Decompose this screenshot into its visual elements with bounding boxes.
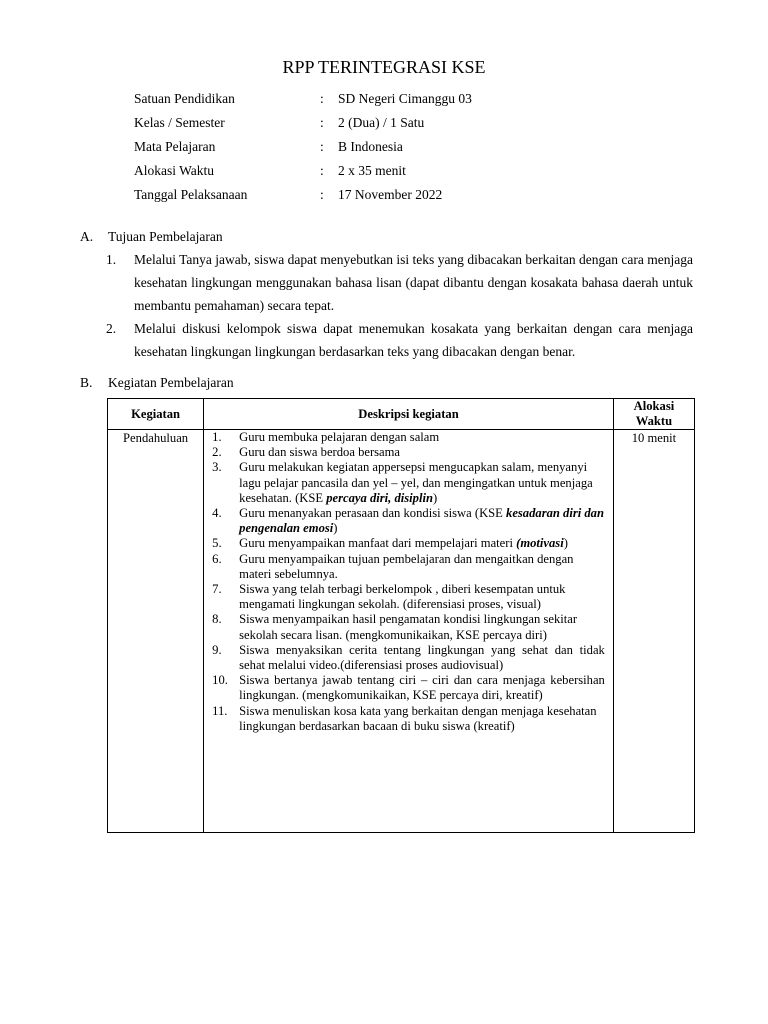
step-number: 10. [212,673,228,688]
list-number: 2. [106,321,117,336]
kegiatan-name: Pendahuluan [123,431,189,445]
header-alokasi-line1: Alokasi [633,399,675,413]
info-value: 2 x 35 menit [338,163,406,178]
section-b-heading [80,375,234,391]
identity-block [134,87,472,207]
info-colon: : [320,115,324,130]
step-text [239,673,605,703]
waktu-value: 10 menit [631,431,677,445]
kegiatan-cell [108,430,204,833]
step-text [239,445,605,460]
step-number: 6. [212,551,222,566]
step-item [212,582,605,612]
header-alokasi-line2: Waktu [635,414,673,428]
step-item [212,445,605,460]
list-text: Melalui diskusi kelompok siswa dapat menemukan kosakata yang berkaitan dengan cara menjaga kesehatan lingkungan lingkungan berdasarkan teks yang dibacakan dengan benar. [134,321,693,359]
step-text-main: Siswa yang telah terbagi berkelompok , diberi kesempatan untuk mengamati lingkungan sekolah. (diferensiasi proses, visual) [239,582,566,612]
list-item [106,317,693,363]
waktu-cell [613,430,694,833]
info-row-alokasi [134,159,472,183]
step-text-emphasis: kesadaran diri dan pengenalan emosi [239,506,604,536]
info-label: Tanggal Pelaksanaan [134,187,248,202]
step-item [212,612,605,642]
step-text [239,506,605,536]
info-label: Mata Pelajaran [134,139,216,154]
step-text-main: Guru dan siswa berdoa bersama [239,445,401,460]
header-deskripsi: Deskripsi kegiatan [204,399,614,430]
step-item [212,643,605,673]
info-colon: : [320,187,324,202]
step-text-main: Guru membuka pelajaran dengan salam [239,430,440,444]
step-item [212,506,605,536]
info-row-satuan [134,87,472,111]
section-letter: A. [80,229,94,244]
tujuan-list [106,248,693,363]
step-text-main: Siswa menyampaikan hasil pengamatan kondisi lingkungan sekitar sekolah secara lisan. (mengkomunikaikan, KSE percaya diri) [239,612,578,642]
step-text [239,430,605,445]
step-text-main: Guru melakukan kegiatan appersepsi mengucapkan salam, menyanyi lagu pelajar pancasila dan yel – yel, dan mengingatkan untuk menjaga kesehatan. (KSE [239,460,593,505]
step-text-main: Guru menyampaikan manfaat dari mempelajari materi [239,536,513,551]
step-text [239,612,605,642]
step-text-main: Siswa menuliskan kosa kata yang berkaitan dengan menjaga kesehatan lingkungan berdasarkan bacaan di buku siswa (kreatif) [239,703,597,733]
info-label: Alokasi Waktu [134,163,215,178]
step-number: 7. [212,582,222,597]
step-text [239,582,605,612]
step-text-main: Guru menyampaikan tujuan pembelajaran dan mengaitkan dengan materi sebelumnya. [239,551,574,581]
deskripsi-cell [204,430,614,833]
step-text-tail: ) [432,490,438,505]
step-number: 2. [212,445,222,460]
step-text-main: Siswa bertanya jawab tentang ciri – ciri dan cara menjaga kebersihan lingkungan. (mengkomunikaikan, KSE percaya diri, kreatif) [239,673,605,703]
steps-list [204,430,613,832]
step-number: 8. [212,612,222,627]
step-item [212,704,605,734]
list-text: Melalui Tanya jawab, siswa dapat menyebutkan isi teks yang dibacakan berkaitan dengan cara menjaga kesehatan lingkungan menggunakan bahasa lisan (dapat dibantu dengan kosakata bahasa daerah untuk membantu pemahaman) secara tepat. [134,252,693,313]
section-title: Kegiatan Pembelajaran [108,375,234,390]
section-a-heading [80,229,223,245]
step-text-tail: ) [333,521,338,536]
step-text [239,704,605,734]
info-value: 17 November 2022 [338,187,443,202]
step-item [212,430,605,445]
info-label: Satuan Pendidikan [134,91,235,106]
step-text-main: Guru menanyakan perasaan dan kondisi siswa (KSE [239,506,503,521]
table-header-row [108,399,695,430]
step-number: 1. [212,430,222,444]
step-number: 11. [212,703,228,718]
info-value: 2 (Dua) / 1 Satu [338,115,425,130]
step-number: 9. [212,642,222,657]
info-colon: : [320,139,324,154]
list-item [106,248,693,317]
info-value: SD Negeri Cimanggu 03 [338,91,472,106]
step-text [239,552,605,582]
info-row-mapel [134,135,472,159]
info-row-kelas [134,111,472,135]
header-kegiatan: Kegiatan [108,399,204,430]
step-text-emphasis: (motivasi [516,536,564,551]
step-text [239,536,605,551]
kegiatan-table [107,398,695,833]
step-item [212,673,605,703]
info-label: Kelas / Semester [134,115,225,130]
info-colon: : [320,163,324,178]
info-colon: : [320,91,324,106]
step-number: 5. [212,536,222,551]
step-text [239,460,605,506]
step-number: 4. [212,506,222,521]
section-title: Tujuan Pembelajaran [108,229,223,244]
step-text-main: Siswa menyaksikan cerita tentang lingkungan yang sehat dan tidak sehat melalui video.(diferensiasi proses audiovisual) [239,642,605,673]
table-row [108,430,695,833]
info-row-tanggal [134,183,472,207]
step-number: 3. [212,460,222,475]
step-item [212,460,605,506]
header-alokasi [613,399,694,430]
step-text-emphasis: percaya diri, disiplin [326,490,433,505]
info-value: B Indonesia [338,139,403,154]
step-text [239,643,605,673]
document-title: RPP TERINTEGRASI KSE [282,57,486,77]
section-letter: B. [80,375,93,390]
step-text-tail: ) [563,536,568,551]
list-number: 1. [106,252,117,267]
step-item [212,552,605,582]
step-item [212,536,605,551]
